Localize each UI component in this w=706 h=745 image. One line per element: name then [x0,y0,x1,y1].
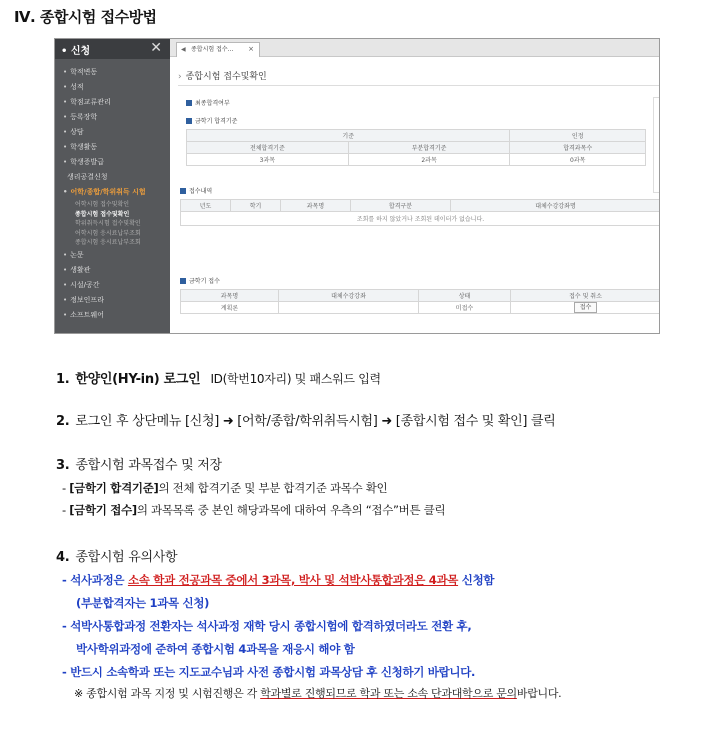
empty-message: 조회를 하지 않았거나 조회된 데이터가 없습니다. [181,212,661,226]
sidebar-subitem[interactable]: 종합시험 응시료납부조회 [75,239,141,246]
step-3-line-2: - [금학기 접수]의 과목목록 중 본인 해당과목에 대하여 우측의 “접수”버튼 클릭 [62,503,446,517]
sidebar-item[interactable]: • 학적변동 [63,68,98,76]
table-header: 대체수강강좌명 [451,200,661,212]
step-4-line-3: - 반드시 소속학과 또는 지도교수님과 사전 종합시험 과목상담 후 신청하기 바랍니다. [62,665,476,679]
step-4-line-1: - 석사과정은 소속 학과 전공과목 중에서 3과목, 박사 및 석박사통합과정은 4과목 신청함 [62,573,495,587]
section-heading: Ⅳ. 종합시험 접수방법 [14,8,157,26]
tab-bar [170,39,659,57]
sidebar-item[interactable]: • 정보인프라 [63,295,104,304]
table-cell [279,302,419,314]
sidebar-header [55,39,170,59]
table-row [181,212,661,226]
table-cell: 2과목 [348,154,510,166]
table-header: 합격과목수 [510,142,646,154]
section-criteria: 금학기 합격기준 [186,116,237,125]
sidebar-item[interactable]: • 학생증발급 [63,158,104,166]
criteria-table [186,129,646,166]
step-2: 2. 로그인 후 상단메뉴 [신청] ➜ [어학/종합/학위취득시험] ➜ [종합시험 접수 및 확인] 클릭 [56,414,556,429]
table-header: 학기 [231,200,281,212]
receipt-table [180,199,660,226]
sidebar-subitem[interactable]: 어학시험 접수및확인 [75,201,130,208]
table-cell: 3과목 [187,154,349,166]
table-header: 년도 [181,200,231,212]
arrow-icon: ◀ [181,46,186,53]
sidebar-subitem-active[interactable]: 종합시험 접수및확인 [75,210,130,218]
sidebar-item[interactable]: • 논문 [63,250,84,259]
sidebar-subitem[interactable]: 학위취득시험 접수및확인 [75,220,141,227]
section-marker-icon [180,278,186,284]
close-icon[interactable]: ✕ [150,40,162,56]
step-4-line-2-cont: 박사학위과정에 준하여 종합시험 4과목을 재응시 해야 함 [76,642,355,656]
table-header: 과목명 [181,290,279,302]
step-1: 1. 한양인(HY-in) 로그인 ID(학번10자리) 및 패스워드 입력 [56,372,381,387]
step-4-line-1-cont: (부분합격자는 1과목 신청) [76,596,210,610]
sidebar-item[interactable]: 생리공결신청 [67,173,108,181]
sidebar-subitem[interactable]: 어학시험 응시료납부조회 [75,229,141,237]
sidebar-item[interactable]: • 성적 [63,83,84,91]
table-group-header: 기준 [187,130,510,142]
table-row [187,154,646,166]
sidebar-item[interactable]: • 소프트웨어 [63,310,104,319]
step-3: 3. 종합시험 과목접수 및 저장 [56,458,222,473]
sidebar-item[interactable]: • 시설/공간 [63,280,100,289]
sidebar [55,39,170,334]
table-header: 상태 [419,290,511,302]
close-tab-icon[interactable]: × [248,45,254,53]
apply-table [180,289,660,314]
step-4-line-2: - 석박사통합과정 전환자는 석사과정 재학 당시 종합시험에 합격하였더라도 전환 후, [62,619,472,633]
table-row [181,302,661,314]
bullet-icon: • [61,46,71,57]
section-marker-icon [186,118,192,124]
sidebar-item[interactable]: • 상담 [63,128,84,136]
sidebar-item[interactable]: • 등록장학 [63,113,98,121]
table-cell [511,302,661,314]
table-header: 접수 및 취소 [511,290,661,302]
section-marker-icon [180,188,186,194]
sidebar-item-open[interactable]: • 어학/종합/학위취득 시험 [63,188,146,196]
table-header: 부분합격기준 [348,142,510,154]
sidebar-item[interactable]: • 학점교류관리 [63,98,111,106]
side-panel [653,97,660,193]
table-header: 전체합격기준 [187,142,349,154]
page-title: › 종합시험 접수및확인 [178,72,267,82]
section-final-pass: 최종합격여부 [186,98,230,107]
step-4: 4. 종합시험 유의사항 [56,550,178,565]
table-cell: 계획론 [181,302,279,314]
table-group-header: 인정 [510,130,646,142]
title-divider [178,85,659,86]
sidebar-menu [55,59,170,323]
section-marker-icon [186,100,192,106]
chevron-right-icon: › [178,72,182,82]
step-4-note: ※ 종합시험 과목 지정 및 시험진행은 각 학과별로 진행되므로 학과 또는 소속 단과대학으로 문의바랍니다. [74,687,562,700]
table-header: 합격구분 [351,200,451,212]
sidebar-title: 신청 [70,46,91,57]
sidebar-item[interactable]: • 생활관 [63,265,91,274]
table-cell: 미접수 [419,302,511,314]
section-apply: 금학기 접수 [180,276,220,285]
table-cell: 0과목 [510,154,646,166]
table-header: 과목명 [281,200,351,212]
table-header: 대체수강강좌 [279,290,419,302]
step-3-line-1: - [금학기 합격기준]의 전체 합격기준 및 부분 합격기준 과목수 확인 [62,481,388,495]
sidebar-item[interactable]: • 학생활동 [63,143,98,151]
apply-button[interactable]: 접수 [574,302,598,313]
tab-comprehensive-exam[interactable]: ◀ 종합시험 접수... × [176,42,260,57]
portal-screenshot [54,38,660,334]
section-receipts: 접수내역 [180,186,212,195]
